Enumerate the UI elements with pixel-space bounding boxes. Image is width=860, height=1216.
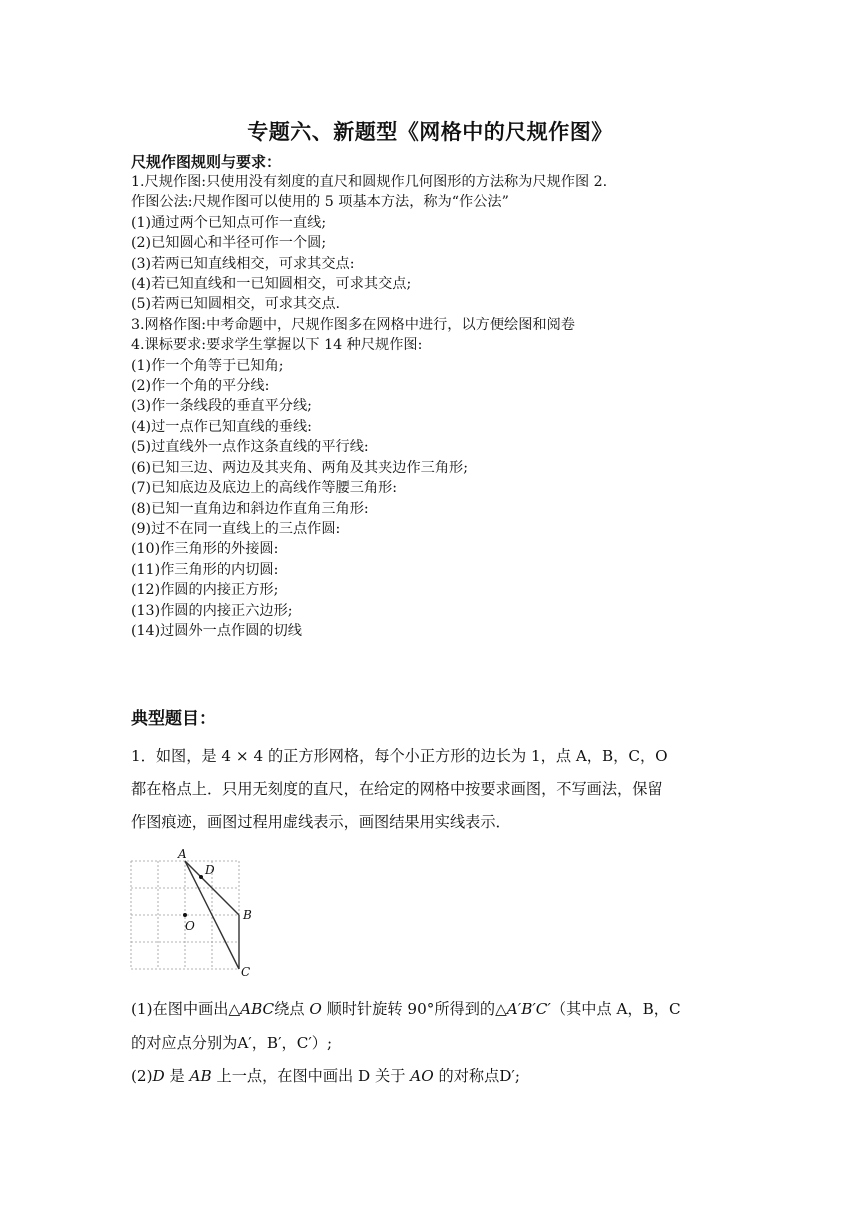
rule-line: (9)过不在同一直线上的三点作圆: (131, 520, 341, 537)
rule-line: (14)过圆外一点作圆的切线 (131, 622, 302, 639)
rule-line: 3.网格作图:中考命题中，尺规作图多在网格中进行，以方便绘图和阅卷 (131, 316, 575, 333)
rule-line: 1.尺规作图:只使用没有刻度的直尺和圆规作几何图形的方法称为尺规作图 2. (131, 174, 608, 190)
q2-line-ao: AO (410, 1067, 434, 1085)
q1-text-b: 绕点 (274, 1000, 305, 1018)
problem-line: 作图痕迹，画图过程用虚线表示，画图结果用实线表示． (131, 813, 511, 831)
rule-line: (1)作一个角等于已知角; (131, 357, 284, 374)
page-title: 专题六、新题型《网格中的尺规作图》 (247, 119, 613, 144)
q1-triangle-abc-prime: A′B′C′ (506, 1000, 551, 1018)
rule-line: (1)通过两个已知点可作一直线; (131, 214, 327, 231)
rule-line: (7)已知底边及底边上的高线作等腰三角形: (131, 480, 398, 497)
q1-text-c: 顺时针旋转 90°所得到的△ (326, 1000, 507, 1018)
label-c: C (241, 965, 251, 979)
rule-line: (3)若两已知直线相交，可求其交点: (131, 255, 355, 272)
rule-line: 作图公法:尺规作图可以使用的 5 项基本方法，称为“作公法” (131, 194, 509, 211)
q2-text-a: (2) (131, 1067, 153, 1085)
point-o-dot (183, 913, 187, 917)
problem-line: 1．如图，是 4 × 4 的正方形网格，每个小正方形的边长为 1，点 A，B，C，O (131, 747, 668, 765)
point-d-dot (199, 875, 203, 879)
problem-statement (131, 740, 731, 839)
grid-figure (126, 843, 258, 981)
question-1-line-1 (131, 998, 741, 1019)
rule-line: (3)作一条线段的垂直平分线; (131, 398, 312, 415)
rule-line: (10)作三角形的外接圆: (131, 541, 279, 558)
q1-text-d: （其中点 A，B，C (550, 1000, 681, 1018)
rule-line: (4)过一点作已知直线的垂线: (131, 418, 312, 435)
problem-line: 都在格点上．只用无刻度的直尺，在给定的网格中按要求画图，不写画法，保留 (131, 780, 663, 798)
rule-line: (12)作圆的内接正方形; (131, 582, 279, 599)
q1-text-a: (1)在图中画出△ (131, 1000, 241, 1018)
rule-line: (2)已知圆心和半径可作一个圆; (131, 235, 327, 252)
rules-section (131, 152, 731, 641)
question-2-line (131, 1065, 741, 1086)
q2-point-d: D (152, 1067, 165, 1085)
q2-segment-ab: AB (189, 1067, 212, 1085)
rule-line: (6)已知三边、两边及其夹角、两角及其夹边作三角形; (131, 459, 469, 476)
q2-text-b: 是 (169, 1067, 185, 1085)
section-title: 典型题目： (131, 709, 216, 729)
rule-line: (4)若已知直线和一已知圆相交，可求其交点; (131, 276, 412, 293)
question-1-line-2: 的对应点分别为A′，B′，C′）; (131, 1034, 333, 1052)
label-a: A (178, 847, 187, 861)
label-o: O (185, 919, 195, 933)
rule-line: (8)已知一直角边和斜边作直角三角形: (131, 500, 369, 517)
q1-triangle-abc: ABC (240, 1000, 275, 1018)
label-d: D (205, 863, 215, 877)
label-b: B (243, 908, 252, 922)
rules-heading: 尺规作图规则与要求： (131, 153, 282, 171)
q1-point-o: O (309, 1000, 322, 1018)
rule-line: (11)作三角形的内切圆: (131, 561, 279, 578)
q2-text-c: 上一点，在图中画出 D 关于 (216, 1067, 406, 1085)
q2-text-e: 的对称点D′; (438, 1067, 520, 1085)
rule-line: (5)若两已知圆相交，可求其交点. (131, 296, 341, 313)
rule-line: (13)作圆的内接正六边形; (131, 602, 293, 619)
rule-line: 4.课标要求:要求学生掌握以下 14 种尺规作图: (131, 337, 423, 354)
rule-line: (5)过直线外一点作这条直线的平行线: (131, 439, 369, 456)
rule-line: (2)作一个角的平分线: (131, 378, 270, 395)
